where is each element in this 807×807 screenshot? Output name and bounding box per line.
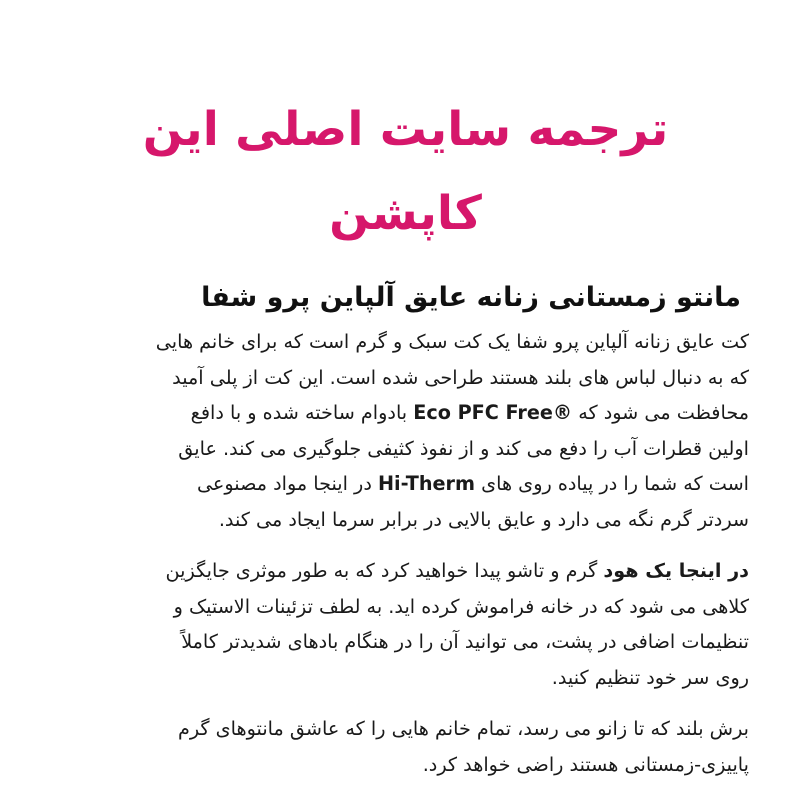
paragraph-line: کت عایق زنانه آلپاین پرو شفا یک کت سبک و گرم است که برای خانم هایی <box>155 330 749 353</box>
paragraph-text: گرم و تاشو پیدا خواهید کرد که به طور موثری جایگزین <box>165 559 598 582</box>
paragraph-line: کلاهی می شود که در خانه فراموش کرده اید. به لطف تزئینات الاستیک و <box>173 594 749 618</box>
paragraph-text: در اینجا مواد مصنوعی <box>196 472 372 495</box>
paragraph-line <box>62 395 749 431</box>
hood-highlight: در اینجا یک هود <box>603 559 749 582</box>
hi-therm-term: Hi-Therm <box>377 472 475 495</box>
description-paragraph-1 <box>62 324 749 537</box>
paragraph-line <box>62 466 749 502</box>
description-paragraph-3 <box>62 711 749 782</box>
paragraph-text: است که شما را در پیاده روی های <box>481 472 749 495</box>
paragraph-text: محافظت می شود که <box>578 401 749 424</box>
paragraph-line: اولین قطرات آب را دفع می کند و از نفوذ کثیفی جلوگیری می کند. عایق <box>178 436 749 460</box>
paragraph-line: که به دنبال لباس های بلند هستند طراحی شده است. این کت از پلی آمید <box>172 365 749 389</box>
paragraph-line: روی سر خود تنظیم کنید. <box>551 665 749 689</box>
eco-pfc-free-term: Eco PFC Free® <box>413 401 573 424</box>
paragraph-line <box>62 553 749 589</box>
paragraph-line: پاییزی-زمستانی هستند راضی خواهد کرد. <box>422 752 749 776</box>
product-name-heading: مانتو زمستانی زنانه عایق آلپاین پرو شفا <box>201 282 741 313</box>
paragraph-line: سردتر گرم نگه می دارد و عایق بالایی در برابر سرما ایجاد می کند. <box>218 507 749 531</box>
paragraph-line: تنظیمات اضافی در پشت، می توانید آن را در هنگام بادهای شدیدتر کاملاً <box>181 630 749 653</box>
description-paragraph-2 <box>62 553 749 695</box>
page-title: ترجمه سایت اصلی این کاپشن <box>142 102 669 241</box>
paragraph-line: برش بلند که تا زانو می رسد، تمام خانم هایی را که عاشق مانتوهای گرم <box>177 717 749 740</box>
paragraph-text: بادوام ساخته شده و با دافع <box>190 401 408 424</box>
